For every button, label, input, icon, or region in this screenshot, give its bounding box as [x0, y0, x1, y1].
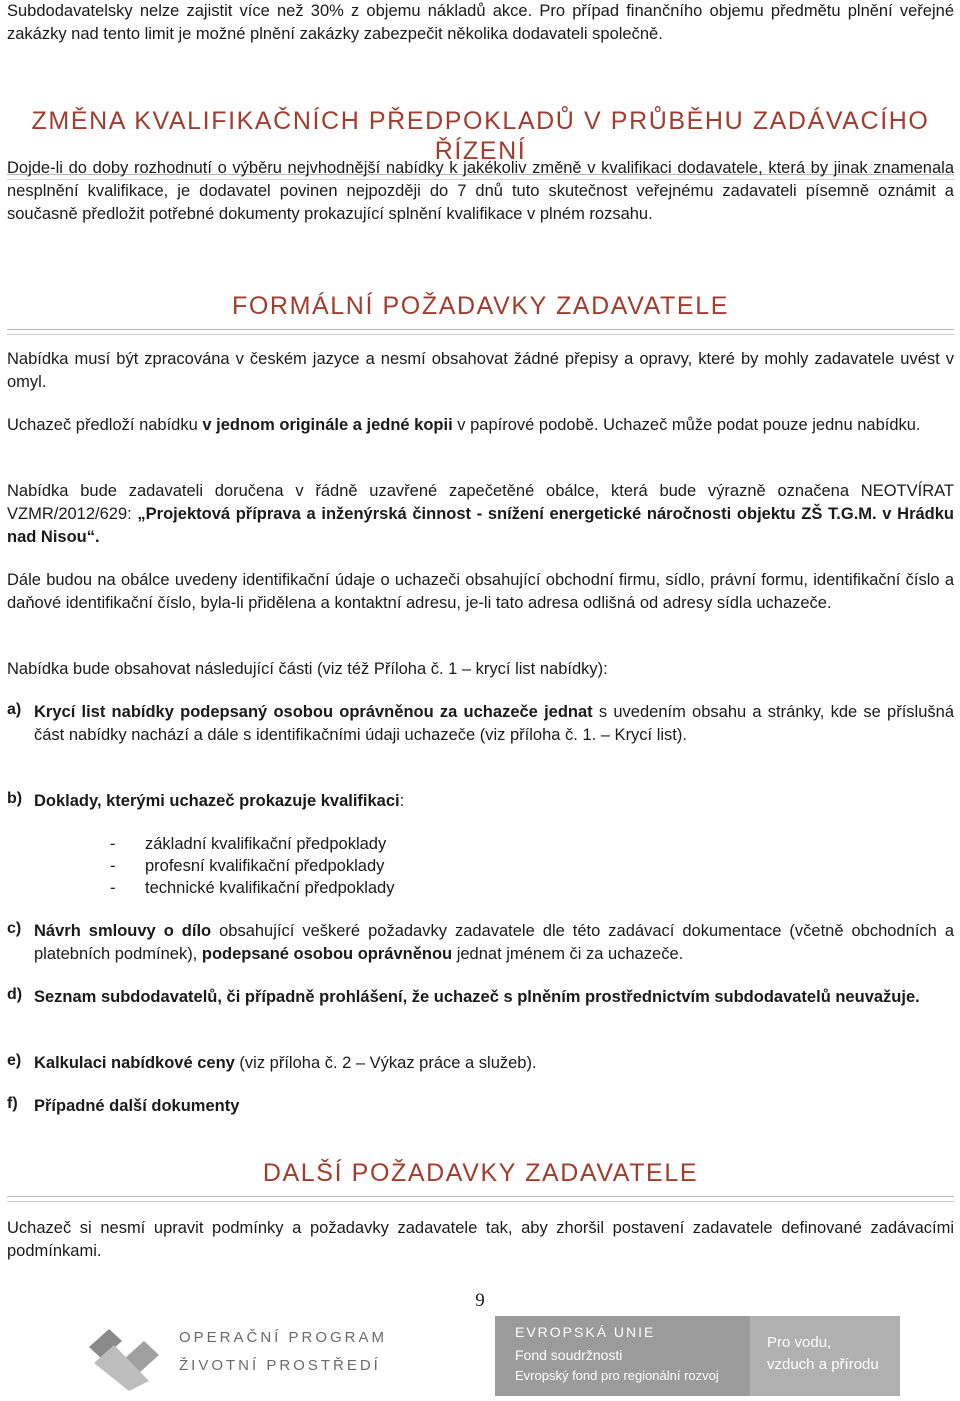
list-item-f: f) Případné další dokumenty [7, 1095, 240, 1115]
eu-line-2: Fond soudržnosti [515, 1347, 623, 1363]
envelope-paragraph: Nabídka bude zadavateli doručena v řádně uzavřené zapečetěné obálce, která bude výrazně označena NEOTVÍRAT VZMR/2012/629: „Projektová příprava a inženýrská činnost - snížení energetické náročnosti objektu ZŠ T.G.M. v Hrádku nad Nisou“. [7, 482, 954, 546]
language-paragraph: Nabídka musí být zpracována v českém jazyce a nesmí obsahovat žádné přepisy a opravy, které by mohly zadavatele uvést v omyl. [7, 350, 954, 391]
identification-paragraph: Dále budou na obálce uvedeny identifikační údaje o uchazeči obsahující obchodní firmu, sídlo, právní formu, identifikační číslo a daňové identifikační číslo, byla-li přidělena a kontaktní adresu, je-li tato adresa odlišná od adresy sídla uchazeče. [7, 571, 954, 612]
slogan-line-1: Pro vodu, [767, 1334, 832, 1351]
heading-divider [7, 329, 954, 335]
op-line-2: ŽIVOTNÍ PROSTŘEDÍ [179, 1357, 381, 1374]
slogan-line-2: vzduch a přírodu [767, 1356, 879, 1373]
qualification-list [7, 833, 910, 899]
section-other-requirements [7, 1158, 954, 1202]
section-heading: FORMÁLNÍ POŽADAVKY ZADAVATELE [232, 292, 729, 320]
op-logo-icon [84, 1319, 164, 1391]
eu-line-3: Evropský fond pro regionální rozvoj [515, 1368, 719, 1383]
footer-logos [0, 1316, 960, 1396]
section-heading: ZMĚNA KVALIFIKAČNÍCH PŘEDPOKLADŮ V PRŮBĚHU ZADÁVACÍHO ŘÍZENÍ [31, 107, 930, 165]
qualification-change-paragraph: Dojde-li do doby rozhodnutí o výběru nejvhodnější nabídky k jakékoliv změně v kvalifikaci dodavatele, která by jinak znamenala nesplnění kvalifikace, je dodavatel povinen nejpozději do 7 dnů tuto skutečnost veřejnému zadavateli písemně oznámit a současně předložit potřebné dokumenty prokazující splnění kvalifikace v plném rozsahu. [7, 159, 954, 223]
heading-divider [7, 1196, 954, 1202]
slogan-box [750, 1316, 900, 1396]
contents-intro: Nabídka bude obsahovat následující části (viz též Příloha č. 1 – krycí list nabídky): [7, 660, 608, 678]
list-item-d: d) Seznam subdodavatelů, či případně prohlášení, že uchazeč s plněním prostřednictvím subdodavatelů neuvažuje. [7, 986, 920, 1006]
list-item-c: c) Návrh smlouvy o dílo obsahující veškeré požadavky zadavatele dle této zadávací dokumentace (včetně obchodních a platebních podmínek), podepsané osobou oprávněnou jednat jménem či za uchazeče. [7, 920, 954, 963]
eu-logo [495, 1316, 750, 1396]
eu-line-1: EVROPSKÁ UNIE [515, 1324, 656, 1340]
list-item-a: a) Krycí list nabídky podepsaný osobou oprávněnou za uchazeče jednat s uvedením obsahu a stránky, kde se příslušná část nabídky nachází a dále s identifikačními údaji uchazeče (viz příloha č. 1. – Krycí list). [7, 701, 955, 744]
list-item-b: b) Doklady, kterými uchazeč prokazuje kvalifikaci: [7, 790, 405, 810]
other-requirements-paragraph: Uchazeč si nesmí upravit podmínky a požadavky zadavatele tak, aby zhoršil postavení zadavatele definované zadávacími podmínkami. [7, 1219, 954, 1260]
section-heading: DALŠÍ POŽADAVKY ZADAVATELE [262, 1159, 699, 1187]
list-item: - technické kvalifikační předpoklady [110, 877, 910, 899]
copies-paragraph: Uchazeč předloží nabídku v jednom originále a jedné kopii v papírové podobě. Uchazeč může podat pouze jednu nabídku. [7, 416, 921, 434]
page-number: 9 [475, 1290, 485, 1311]
op-logo [74, 1319, 484, 1391]
op-line-1: OPERAČNÍ PROGRAM [179, 1329, 388, 1346]
section-formal-requirements [7, 291, 954, 335]
list-item-e: e) Kalkulaci nabídkové ceny (viz příloha č. 2 – Výkaz práce a služeb). [7, 1052, 537, 1072]
list-item: - profesní kvalifikační předpoklady [110, 855, 910, 877]
list-item: - základní kvalifikační předpoklady [110, 833, 910, 855]
intro-paragraph: Subdodavatelsky nelze zajistit více než 30% z objemu nákladů akce. Pro případ finančního objemu předmětu plnění veřejné zakázky nad tento limit je možné plnění zakázky zabezpečit několika dodavateli společně. [7, 2, 954, 43]
